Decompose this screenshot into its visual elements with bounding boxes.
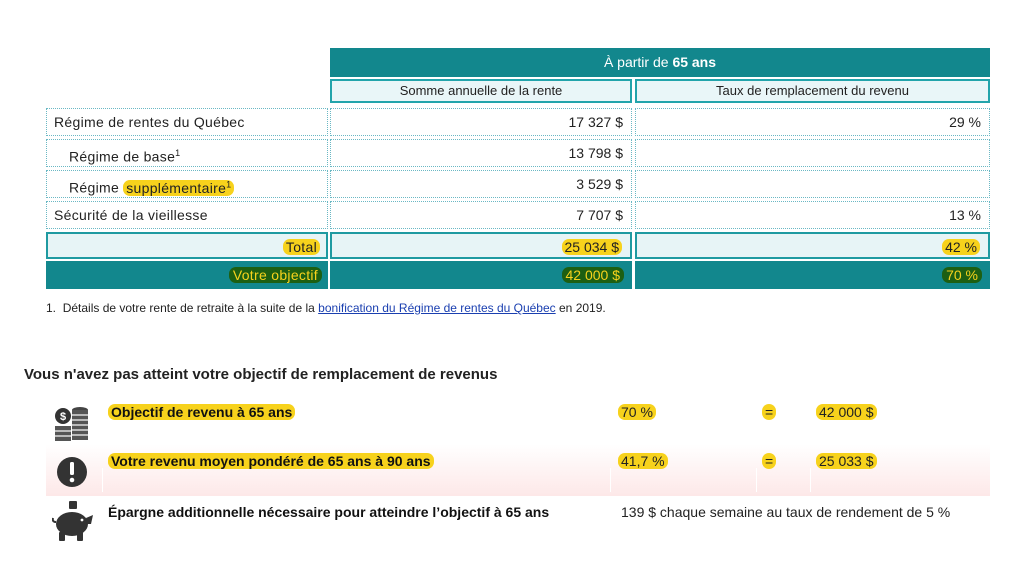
objective-rate: 70 % <box>942 267 982 283</box>
row-amount: 17 327 $ <box>330 108 632 136</box>
objective-income-label: Objectif de revenu à 65 ans <box>108 404 295 420</box>
additional-savings-value: 139 $ chaque semaine au taux de rendement de 5 % <box>621 504 951 520</box>
highlight-text: supplémentaire <box>126 179 227 196</box>
column-divider <box>810 468 811 492</box>
row-label: Sécurité de la vieillesse <box>46 201 328 229</box>
total-label: Total <box>283 239 320 255</box>
objective-income-value: 42 000 $ <box>816 404 877 420</box>
column-divider <box>102 468 103 492</box>
table-row <box>46 139 990 169</box>
row-rate: 13 % <box>635 201 990 229</box>
header-age: 65 ans <box>672 54 717 70</box>
total-label-cell <box>46 232 328 259</box>
row-rate: 29 % <box>635 108 990 136</box>
coins-icon <box>52 404 92 444</box>
row-amount: 3 529 $ <box>330 170 632 198</box>
row-rate <box>635 170 990 198</box>
column-header-amount: Somme annuelle de la rente <box>330 79 632 103</box>
equals-sign: = <box>762 404 776 420</box>
svg-text:$: $ <box>59 411 67 423</box>
footnote-ref: 1 <box>175 148 181 158</box>
footnote-text-post: en 2019. <box>555 301 606 315</box>
qpp-enhancement-link[interactable]: bonification du Régime de rentes du Québec <box>318 301 556 315</box>
row-label-cell <box>46 139 328 167</box>
average-income-label: Votre revenu moyen pondéré de 65 ans à 90 ans <box>108 453 434 469</box>
row-label: Régime de base <box>69 148 176 165</box>
summary-row-average <box>46 444 990 496</box>
total-rate-cell <box>635 232 990 259</box>
row-amount: 13 798 $ <box>330 139 632 167</box>
objective-label: Votre objectif <box>229 267 322 283</box>
row-label-cell <box>46 170 328 198</box>
footnote-text-pre: Détails de votre rente de retraite à la suite de la <box>62 301 319 315</box>
row-rate <box>635 139 990 167</box>
total-row <box>46 232 990 262</box>
table-row <box>46 108 990 138</box>
summary-row-savings <box>46 496 990 542</box>
row-label: Régime de rentes du Québec <box>46 108 328 136</box>
section-title: Vous n'avez pas atteint votre objectif de remplacement de revenus <box>24 366 498 383</box>
additional-savings-label: Épargne additionnelle nécessaire pour atteindre l’objectif à 65 ans <box>108 504 550 520</box>
footnote-number: 1. <box>46 301 57 315</box>
objective-income-pct: 70 % <box>618 404 656 420</box>
footnote-ref: 1 <box>226 179 232 189</box>
objective-label-cell <box>46 261 328 289</box>
header-text: À partir de <box>603 54 669 70</box>
objective-row <box>46 261 990 291</box>
objective-amount-cell <box>330 261 632 289</box>
row-label-highlight <box>123 180 234 196</box>
table-row <box>46 201 990 231</box>
piggy-bank-icon <box>52 500 94 544</box>
objective-rate-cell <box>635 261 990 289</box>
table-header <box>330 48 990 77</box>
total-amount-cell <box>330 232 632 259</box>
column-header-rate: Taux de remplacement du revenu <box>635 79 990 103</box>
equals-sign: = <box>762 453 776 469</box>
row-label: Régime <box>69 179 124 196</box>
summary-row-objective <box>46 394 990 440</box>
average-income-pct: 41,7 % <box>618 453 668 469</box>
average-income-value: 25 033 $ <box>816 453 877 469</box>
total-rate: 42 % <box>942 239 980 255</box>
table-row <box>46 170 990 200</box>
total-amount: 25 034 $ <box>562 239 623 255</box>
exclamation-icon <box>56 456 88 488</box>
objective-amount: 42 000 $ <box>562 267 625 283</box>
footnote <box>46 301 606 315</box>
row-amount: 7 707 $ <box>330 201 632 229</box>
column-divider <box>756 468 757 492</box>
column-divider <box>610 468 611 492</box>
